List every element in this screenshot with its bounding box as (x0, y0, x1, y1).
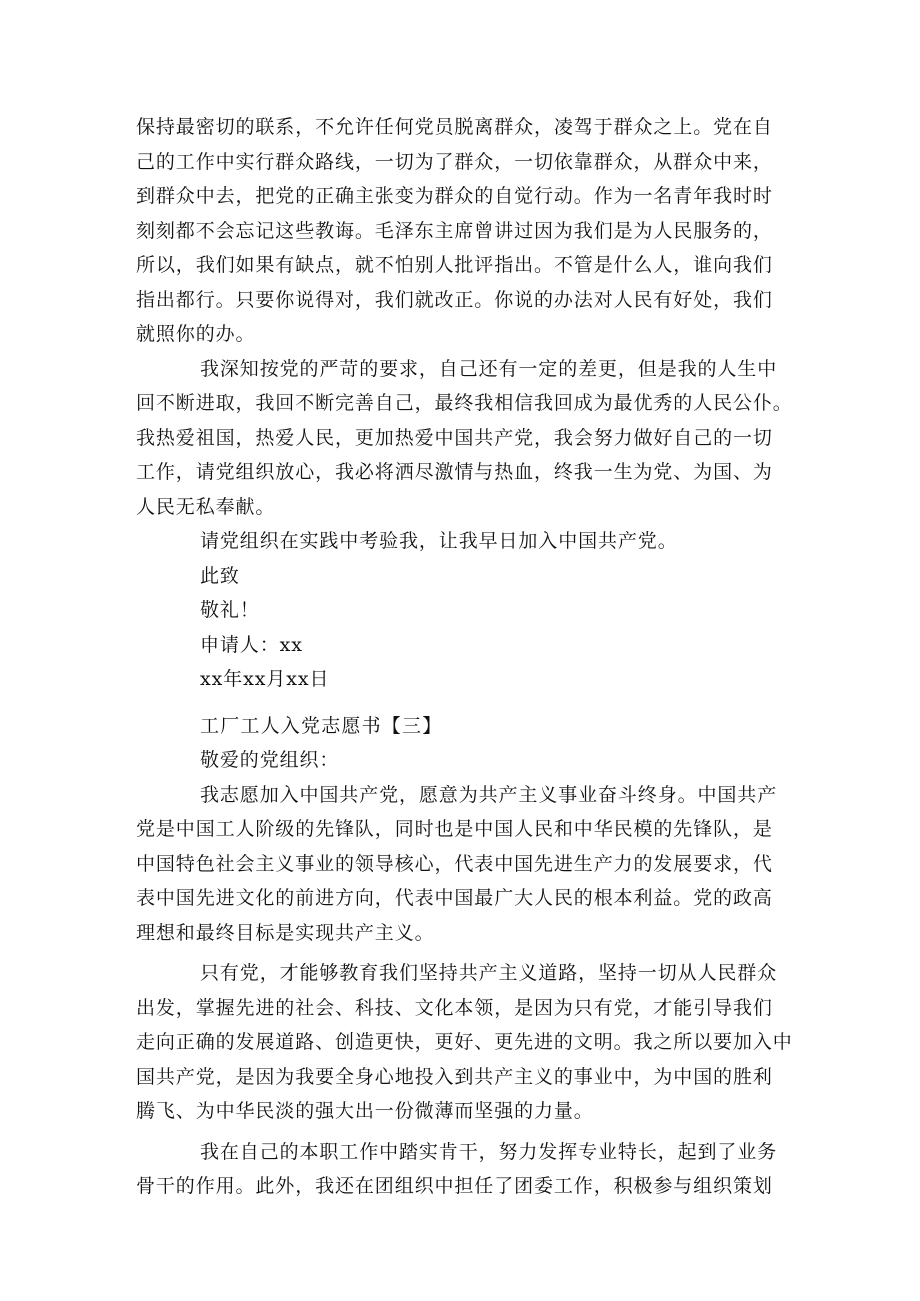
document-page (136, 110, 796, 1204)
text-line: 指出都行。只要你说得对，我们就改正。你说的办法对人民有好处，我们 (136, 288, 773, 311)
text-line: 走向正确的发展道路、创造更快，更好、更先进的文明。我之所以要加入中 (136, 1031, 793, 1053)
text-line: 表中国先进文化的前进方向，代表中国最广大人民的根本利益。党的政高 (136, 887, 773, 909)
closing-request: 请党组织在实践中考验我，让我早日加入中国共产党。 (200, 530, 678, 552)
text-line: 我深知按党的严苛的要求，自己还有一定的差更，但是我的人生中 (200, 357, 778, 380)
text-line: 腾飞、为中华民淡的强大出一份微薄而坚强的力量。 (136, 1100, 594, 1122)
text-line: 我热爱祖国，热爱人民，更加热爱中国共产党，我会努力做好自己的一切 (136, 426, 773, 449)
text-line: 只有党，才能够教育我们坚持共产主义道路，坚持一切从人民群众 (200, 962, 778, 984)
section-heading: 工厂工人入党志愿书【三】 (200, 714, 443, 737)
text-line: 我在自己的本职工作中踏实肯干，努力发挥专业特长，起到了业务 (200, 1140, 778, 1163)
text-line: 党是中国工人阶级的先锋队，同时也是中国人民和中华民模的先锋队，是 (136, 818, 773, 840)
salutation: 敬爱的党组织： (200, 749, 340, 771)
text-line: 回不断进取，我回不断完善自己，最终我相信我回成为最优秀的人民公仆。 (136, 392, 793, 414)
text-line: 中国特色社会主义事业的领导核心，代表中国先进生产力的发展要求，代 (136, 852, 773, 875)
application-date: xx年xx月xx日 (200, 668, 330, 690)
text-line: 就照你的办。 (136, 323, 256, 345)
paragraph-only-the-party (136, 956, 796, 1129)
paragraph-mass-line (136, 110, 796, 352)
text-line: 人民无私奉献。 (136, 495, 276, 518)
closing-greeting-2: 敬礼！ (200, 599, 260, 621)
text-line: 己的工作中实行群众路线，一切为了群众，一切依靠群众，从群众中来， (136, 150, 773, 173)
closing-section (136, 524, 796, 697)
paragraph-work-performance (136, 1135, 796, 1204)
text-line: 保持最密切的联系，不允许任何党员脱离群众，凌驾于群众之上。党在自 (136, 116, 773, 138)
text-line: 到群众中去，把党的正确主张变为群众的自觉行动。作为一名青年我时时 (136, 185, 773, 207)
closing-greeting-1: 此致 (200, 564, 240, 587)
applicant-signature: 申请人：xx (200, 633, 303, 656)
paragraph-aspiration (136, 778, 796, 951)
text-line: 所以，我们如果有缺点，就不怕别人批评指出。不管是什么人，谁向我们 (136, 254, 773, 276)
text-line: 国共产党，是因为我要全身心地投入到共产主义的事业中，为中国的胜利 (136, 1065, 773, 1088)
text-line: 我志愿加入中国共产党，愿意为共产主义事业奋斗终身。中国共产 (200, 783, 778, 806)
text-line: 工作，请党组织放心，我必将洒尽激情与热血，终我一生为党、为国、为 (136, 461, 773, 483)
paragraph-self-assessment (136, 352, 796, 525)
text-line: 骨干的作用。此外，我还在团组织中担任了团委工作，积极参与组织策划 (136, 1175, 773, 1197)
text-line: 刻刻都不会忘记这些教诲。毛泽东主席曾讲过因为我们是为人民服务的， (136, 219, 773, 242)
text-line: 理想和最终目标是实现共产主义。 (136, 921, 435, 944)
text-line: 出发，掌握先进的社会、科技、文化本领，是因为只有党，才能引导我们 (136, 996, 773, 1019)
